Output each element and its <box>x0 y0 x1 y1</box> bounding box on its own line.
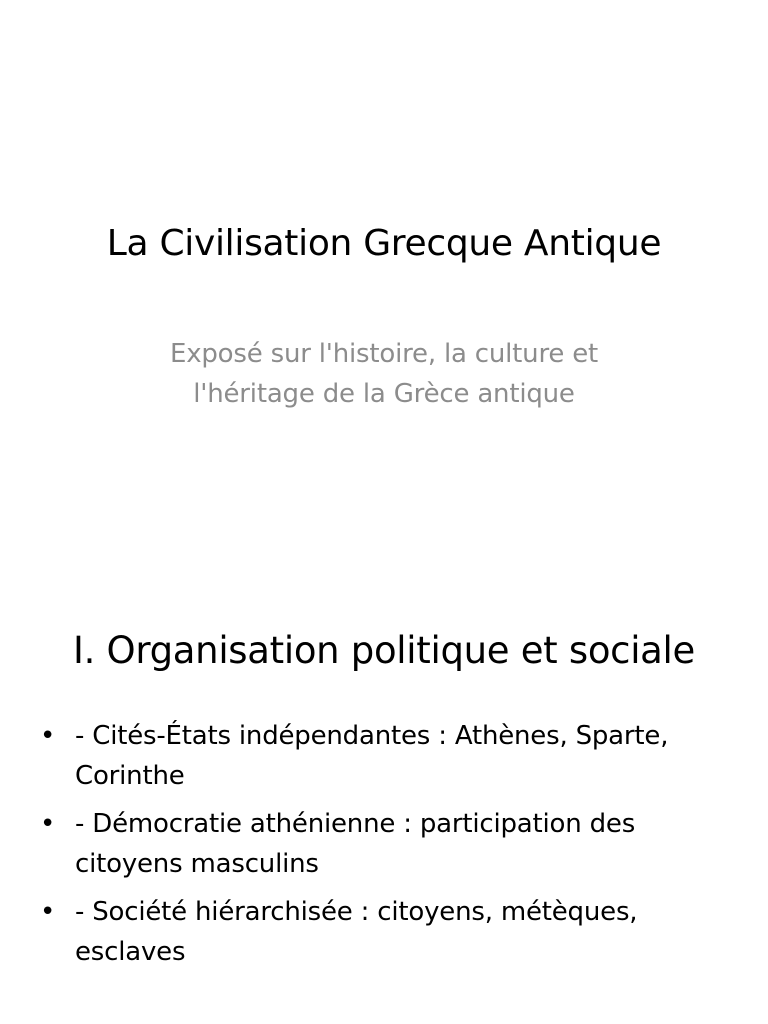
bullet-text: - Cités-États indépendantes : Athènes, Sparte, Corinthe <box>75 721 669 791</box>
bullet-item <box>40 804 730 884</box>
slide-subtitle: Exposé sur l'histoire, la culture et l'héritage de la Grèce antique <box>169 339 599 409</box>
bullet-list <box>40 716 730 980</box>
content-slide <box>0 576 768 1024</box>
slide-title: La Civilisation Grecque Antique <box>106 223 662 264</box>
bullet-text: - Société hiérarchisée : citoyens, métèques, esclaves <box>75 897 638 967</box>
bullet-text: - Démocratie athénienne : participation des citoyens masculins <box>75 809 636 879</box>
bullet-icon: • <box>40 809 56 839</box>
bullet-item <box>40 716 730 796</box>
bullet-icon: • <box>40 897 56 927</box>
section-title: I. Organisation politique et sociale <box>72 629 695 672</box>
bullet-icon: • <box>40 721 56 751</box>
bullet-item <box>40 892 730 972</box>
